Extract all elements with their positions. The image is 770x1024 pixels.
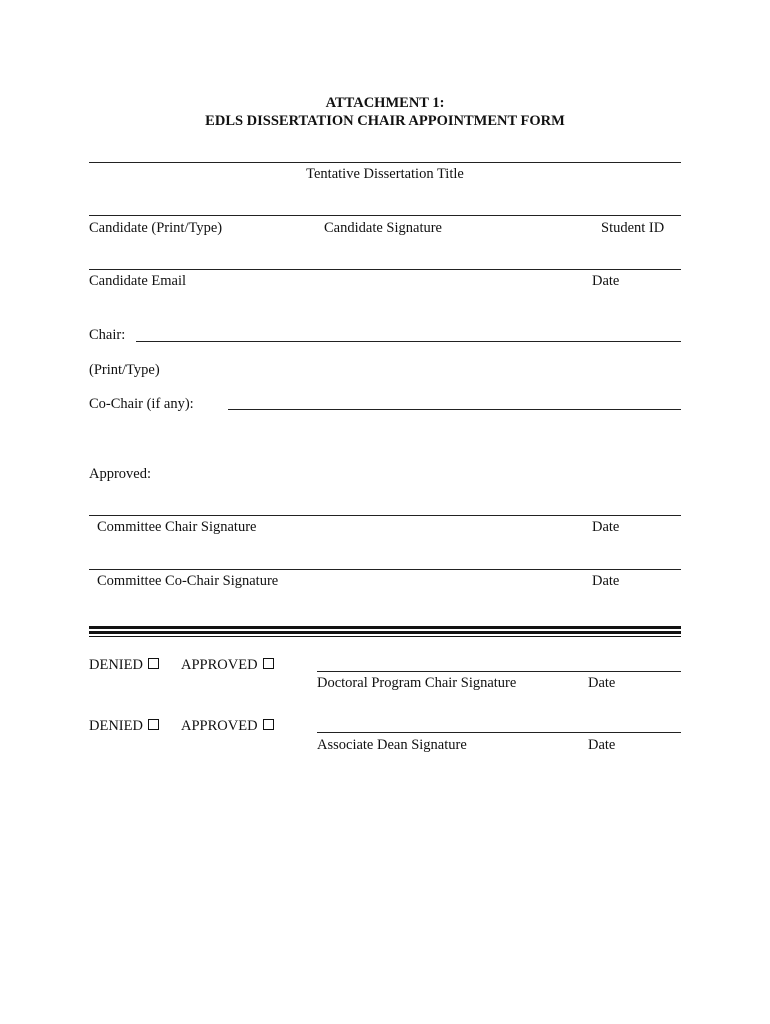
- candidate-email-line[interactable]: [89, 269, 681, 270]
- denied-checkbox-1[interactable]: [89, 657, 159, 674]
- dissertation-title-label: Tentative Dissertation Title: [306, 166, 464, 182]
- denied-label: DENIED: [89, 718, 143, 734]
- candidate-email-label: Candidate Email: [89, 273, 187, 289]
- committee-co-chair-signature-label: Committee Co-Chair Signature: [97, 573, 279, 589]
- approved-label: APPROVED: [181, 657, 258, 673]
- committee-co-chair-signature-line[interactable]: [89, 569, 681, 570]
- doctoral-program-chair-signature-label: Doctoral Program Chair Signature: [317, 675, 517, 691]
- checkbox-icon[interactable]: [148, 658, 159, 669]
- dissertation-title-line[interactable]: [89, 162, 681, 163]
- associate-dean-date-label: Date: [588, 737, 616, 753]
- candidate-date-label: Date: [592, 273, 620, 289]
- approved-label: APPROVED: [181, 718, 258, 734]
- form-title: EDLS DISSERTATION CHAIR APPOINTMENT FORM: [205, 113, 565, 129]
- committee-chair-signature-label: Committee Chair Signature: [97, 519, 257, 535]
- denied-checkbox-2[interactable]: [89, 718, 159, 735]
- doctoral-program-chair-signature-line[interactable]: [317, 671, 681, 672]
- approved-checkbox-2[interactable]: [181, 718, 274, 735]
- chair-line[interactable]: [136, 341, 681, 342]
- candidate-print-label: Candidate (Print/Type): [89, 220, 223, 236]
- checkbox-icon[interactable]: [263, 719, 274, 730]
- associate-dean-signature-label: Associate Dean Signature: [317, 737, 467, 753]
- denied-label: DENIED: [89, 657, 143, 673]
- candidate-signature-label: Candidate Signature: [324, 220, 442, 236]
- checkbox-icon[interactable]: [148, 719, 159, 730]
- co-chair-label: Co-Chair (if any):: [89, 396, 194, 412]
- approved-checkbox-1[interactable]: [181, 657, 274, 674]
- chair-label: Chair:: [89, 327, 126, 343]
- committee-co-chair-date-label: Date: [592, 573, 620, 589]
- print-type-label: (Print/Type): [89, 362, 160, 378]
- section-divider: [89, 626, 681, 637]
- associate-dean-signature-line[interactable]: [317, 732, 681, 733]
- approved-label: Approved:: [89, 466, 152, 482]
- candidate-info-line[interactable]: [89, 215, 681, 216]
- checkbox-icon[interactable]: [263, 658, 274, 669]
- committee-chair-date-label: Date: [592, 519, 620, 535]
- committee-chair-signature-line[interactable]: [89, 515, 681, 516]
- student-id-label: Student ID: [601, 220, 665, 236]
- doctoral-program-chair-date-label: Date: [588, 675, 616, 691]
- form-heading-line1: ATTACHMENT 1:: [325, 95, 445, 111]
- co-chair-line[interactable]: [228, 409, 681, 410]
